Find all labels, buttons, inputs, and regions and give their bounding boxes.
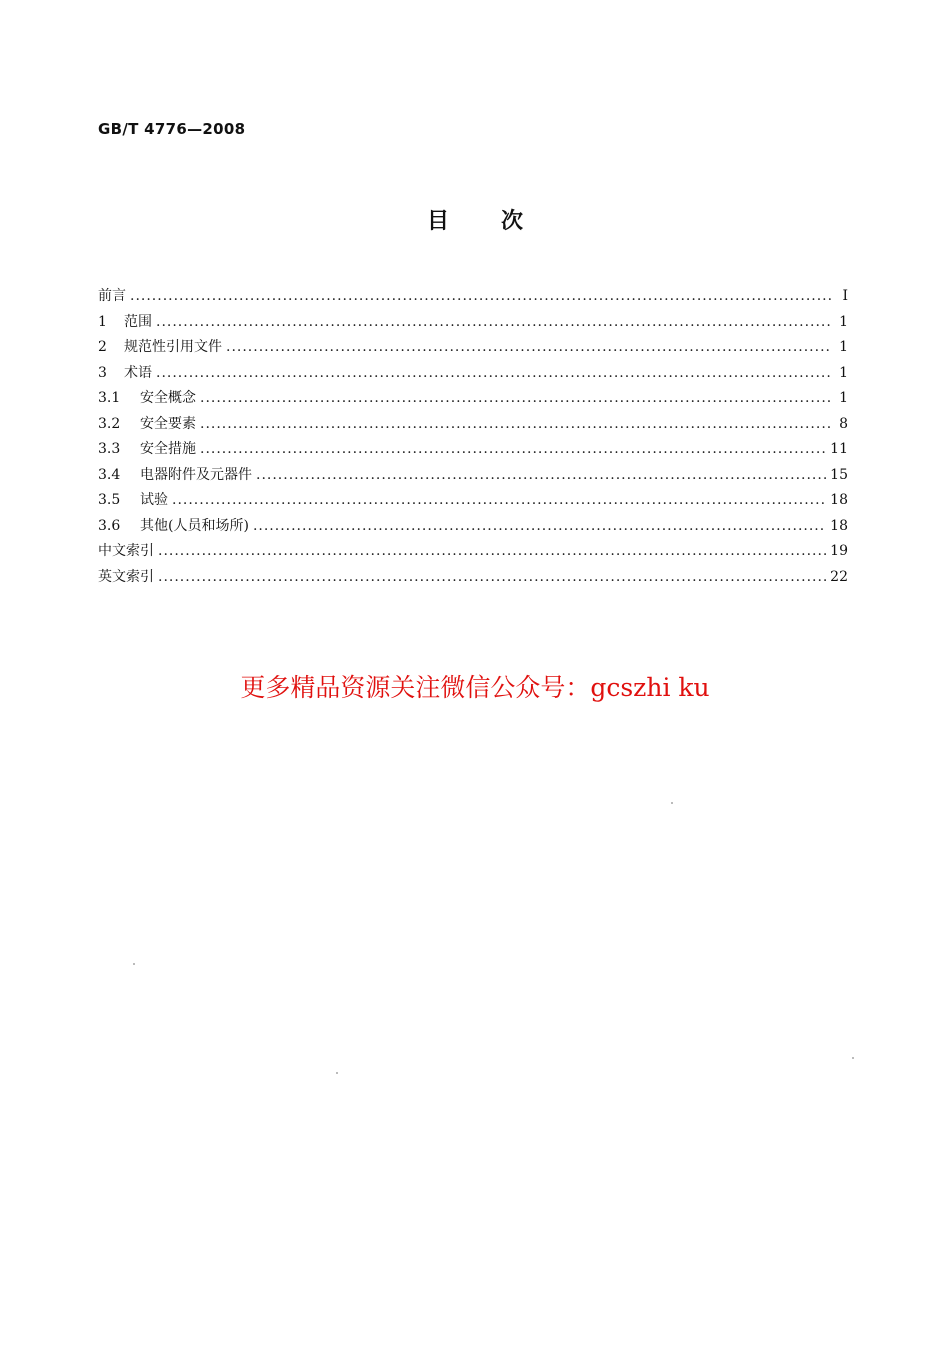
toc-page-number: 1 bbox=[839, 339, 848, 355]
toc-entry-foreword[interactable] bbox=[98, 284, 848, 310]
toc-entry-number: 3 bbox=[98, 364, 107, 381]
toc-entry-title: 安全要素 bbox=[140, 415, 196, 432]
toc-page-number: 1 bbox=[839, 364, 848, 381]
toc-leader-dots bbox=[158, 565, 826, 591]
standard-code: GB/T 4776—2008 bbox=[98, 120, 246, 138]
toc-entry-title: 安全措施 bbox=[140, 441, 196, 457]
toc-entry-title: 中文索引 bbox=[98, 543, 154, 559]
toc-page-number: 11 bbox=[830, 441, 848, 457]
toc-entry-number: 3.4 bbox=[98, 466, 121, 483]
toc-leader-dots bbox=[156, 361, 832, 387]
toc-entry-title: 规范性引用文件 bbox=[124, 339, 222, 355]
toc-entry-number: 1 bbox=[98, 313, 107, 330]
toc-entry-number: 3.1 bbox=[98, 390, 121, 406]
toc-entry-title: 英文索引 bbox=[98, 568, 154, 585]
toc-entry-english-index[interactable] bbox=[98, 565, 848, 591]
toc-entry-3[interactable] bbox=[98, 361, 848, 387]
toc-entry-number: 2 bbox=[98, 339, 107, 355]
toc-entry-3-2[interactable] bbox=[98, 412, 848, 438]
toc-entry-chinese-index[interactable] bbox=[98, 539, 848, 565]
toc-entry-1[interactable] bbox=[98, 310, 848, 336]
toc-entry-2[interactable] bbox=[98, 335, 848, 361]
page-title bbox=[0, 204, 950, 235]
toc-page-number: 1 bbox=[839, 390, 848, 406]
toc-entry-title: 术语 bbox=[124, 364, 152, 381]
toc-page-number: 1 bbox=[839, 313, 848, 330]
table-of-contents bbox=[98, 284, 848, 590]
toc-leader-dots bbox=[200, 412, 832, 438]
toc-leader-dots bbox=[130, 284, 832, 310]
toc-leader-dots bbox=[172, 488, 826, 514]
toc-entry-3-5[interactable] bbox=[98, 488, 848, 514]
toc-entry-number: 3.2 bbox=[98, 415, 121, 432]
toc-entry-3-6[interactable] bbox=[98, 514, 848, 540]
toc-entry-title: 前言 bbox=[98, 288, 126, 304]
toc-page-number: 19 bbox=[830, 543, 848, 559]
toc-page-number: 22 bbox=[830, 568, 848, 585]
toc-entry-title: 安全概念 bbox=[140, 390, 196, 406]
toc-entry-number: 3.3 bbox=[98, 441, 121, 457]
toc-page-number: 15 bbox=[830, 466, 848, 483]
toc-page-number: Ⅰ bbox=[842, 288, 848, 304]
scan-speck bbox=[852, 1057, 854, 1059]
toc-entry-title: 其他(人员和场所) bbox=[140, 517, 249, 534]
toc-leader-dots bbox=[226, 335, 832, 361]
toc-entry-3-4[interactable] bbox=[98, 463, 848, 489]
toc-leader-dots bbox=[156, 310, 832, 336]
toc-entry-title: 电器附件及元器件 bbox=[140, 466, 252, 483]
scan-speck bbox=[671, 802, 673, 804]
toc-page-number: 8 bbox=[839, 415, 848, 432]
toc-leader-dots bbox=[200, 437, 826, 463]
title-char-2: 次 bbox=[501, 209, 524, 234]
toc-page-number: 18 bbox=[830, 492, 848, 508]
toc-entry-number: 3.6 bbox=[98, 517, 121, 534]
toc-entry-3-1[interactable] bbox=[98, 386, 848, 412]
toc-leader-dots bbox=[158, 539, 826, 565]
scan-speck bbox=[336, 1072, 338, 1074]
toc-entry-number: 3.5 bbox=[98, 492, 121, 508]
toc-page-number: 18 bbox=[830, 517, 848, 534]
title-char-1: 目 bbox=[426, 209, 449, 234]
promo-watermark-text: 更多精品资源关注微信公众号：gcszhi ku bbox=[240, 673, 710, 702]
scan-speck bbox=[133, 963, 135, 965]
toc-leader-dots bbox=[253, 514, 826, 540]
toc-leader-dots bbox=[256, 463, 826, 489]
toc-entry-title: 范围 bbox=[124, 313, 152, 330]
toc-entry-3-3[interactable] bbox=[98, 437, 848, 463]
toc-entry-title: 试验 bbox=[140, 492, 168, 508]
toc-leader-dots bbox=[200, 386, 832, 412]
